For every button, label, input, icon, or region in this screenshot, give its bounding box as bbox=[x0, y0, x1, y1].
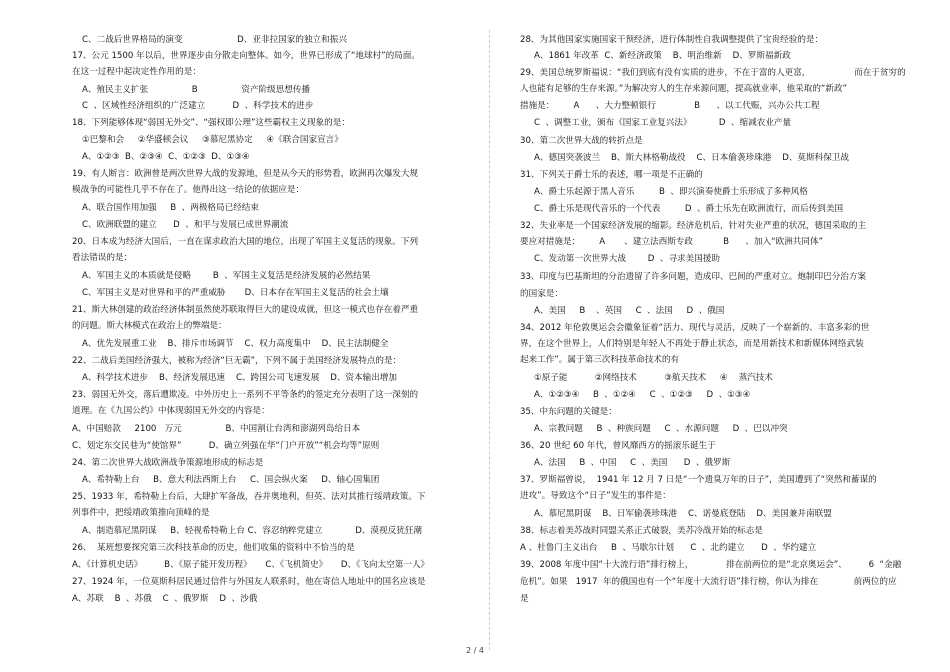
option-line: C、军国主义是对世界和平的严重威胁 D、日本存在军国主义复活的社会土壤 bbox=[82, 288, 389, 298]
question-line: 28、为其他国家实施国家干预经济，进行体制性自我调整提供了宝贵经验的是： bbox=[520, 35, 824, 45]
question-line: 要应对措施是： A 、建立法西斯专政 B 、加入“欧洲共同体” bbox=[520, 237, 824, 247]
question-line: 进攻”。导致这个“日子”发生的事件是： bbox=[520, 491, 671, 501]
option-line: A、殖民主义扩张 B 资产阶级思想传播 bbox=[82, 85, 311, 95]
question-line: 34、2012 年伦敦奥运会会徽象征着“活力、现代与灵活，反映了一个崭新的、丰富多彩的世 bbox=[520, 323, 870, 333]
option-line: A、①②③ B、②③④ C、①②③ D、①③④ bbox=[82, 152, 250, 162]
option-line: A、军国主义的本质就是侵略 B 、军国主义复活是经济发展的必然结果 bbox=[82, 271, 371, 281]
question-line: 18、下列能够体现“弱国无外交”、“强权即公理”这些霸权主义现象的是： bbox=[72, 118, 350, 128]
question-line: 20、日本成为经济大国后，一直在谋求政治大国的地位，出现了军国主义复活的现象。下列 bbox=[72, 237, 419, 247]
question-line: 在这一过程中起决定性作用的是： bbox=[72, 67, 201, 77]
question-line: 23、弱国无外交，落后遭欺凌。中外历史上一系列不平等条约的签定充分表明了这一深刻的 bbox=[72, 390, 419, 400]
option-line: C、爵士乐是现代音乐的一个代表 D 、爵士乐先在欧洲流行，而后传到美国 bbox=[534, 204, 844, 214]
question-line: 32、失业率是一个国家经济发展的缩影。经济危机后，针对失业严重的状况，德国采取的主 bbox=[520, 221, 867, 231]
question-line: 35、中东问题的关键是： bbox=[520, 407, 617, 417]
question-line: 27、1924 年，一位莫斯科居民通过信件与外国友人联系时，他在寄信人地址中的国名应该是 bbox=[72, 577, 426, 587]
option-line: A、1861 年改革 C、新经济政策 B、明治维新 D、罗斯福新政 bbox=[534, 51, 791, 61]
option-line: A、美国 B 、英国 C 、法国 D 、俄国 bbox=[534, 306, 725, 316]
option-line: A、苏联 B 、苏俄 C 、俄罗斯 D 、沙俄 bbox=[72, 594, 258, 604]
question-line: 的国家是： bbox=[520, 289, 563, 299]
option-line: A、爵士乐起源于黑人音乐 B 、即兴演奏使爵士乐形成了多种风格 bbox=[534, 187, 808, 197]
option-line: 措施是： A 、大力整顿银行 B 、以工代赈，兴办公共工程 bbox=[520, 101, 820, 111]
question-line: 24、第二次世界大战欧洲战争策源地形成的标志是 bbox=[72, 458, 264, 468]
question-line: 17、公元 1500 年以后，世界逐步由分散走向整体。如今，世界已形成了“地球村”的局面。 bbox=[72, 51, 420, 61]
question-line: 36、20 世纪 60 年代，曾风靡西方的摇滚乐诞生于 bbox=[520, 441, 716, 451]
option-line: A、宗教问题 B 、种族问题 C 、水源问题 D 、巴以冲突 bbox=[534, 424, 788, 434]
question-line: 21、斯大林创建的政治经济体制虽然使苏联取得巨大的建设成就，但这一模式也存在着严重 bbox=[72, 305, 419, 315]
option-line: A、希特勒上台 B、意大利法西斯上台 C、国会纵火案 D、轴心国集团 bbox=[82, 475, 380, 485]
option-line: ①原子能 ②网络技术 ③航天技术 ④ 蒸汽技术 bbox=[534, 373, 773, 383]
question-line: 模战争的可能性几乎不存在了。他得出这一结论的依据应是： bbox=[72, 185, 305, 195]
option-line: C、划定东交民巷为“使馆界” D、确立列强在华“门户开放”“机会均等”原则 bbox=[72, 441, 380, 451]
question-line: 的问题。斯大林模式在政治上的弊端是： bbox=[72, 321, 227, 331]
option-line: A、中国赔款 2100 万元 B、中国割让台湾和澎湖列岛给日本 bbox=[72, 424, 361, 434]
option-line: A、《计算机史话》 B、《原子能开发历程》 C、《飞机简史》 D、《飞向太空第一人》 bbox=[72, 560, 430, 570]
option-line: A、慕尼黑阴谋 B、日军偷袭珍珠港 C、诺曼底登陆 D、美国兼并南联盟 bbox=[534, 509, 832, 519]
question-line: 37、罗斯福曾说， 1941 年 12 月 7 日是“一个遗臭万年的日子”，美国遭到了“突然和蓄谋的 bbox=[520, 475, 877, 485]
question-line: 危机”。如果 1917 年的俄国也有一个“年度十大流行语”排行榜，你认为排在 前两位的应 bbox=[520, 577, 897, 587]
option-line: A 、杜鲁门主义出台 B 、马歇尔计划 C 、北约建立 D 、华约建立 bbox=[520, 543, 817, 553]
question-line: 29、美国总统罗斯福说：“我们到底有没有实质的进步，不在于富的人更富， 而在于贫穷的 bbox=[520, 68, 906, 78]
question-line: 看法错误的是： bbox=[72, 253, 133, 263]
option-line: A、德国突袭波兰 B、斯大林格勒战役 C、日本偷袭珍珠港 D、莫斯科保卫战 bbox=[534, 153, 849, 163]
question-line: 30、第二次世界大战的转折点是 bbox=[520, 136, 643, 146]
option-line: A、联合国作用加强 B 、两极格局已经结束 bbox=[82, 203, 259, 213]
page-number: 2 / 4 bbox=[466, 646, 484, 655]
option-line: A、制造慕尼黑阴谋 B、轻视希特勒上台 C、容忍纳粹党建立 D、漠视反犹狂潮 bbox=[82, 526, 422, 536]
option-line: A、①②③④ B 、①②④ C 、①②③ D 、①③④ bbox=[534, 390, 751, 400]
question-line: 25、1933 年，希特勒上台后，大肆扩军备战，吞并奥地利，但英、法对其推行绥靖政策。下 bbox=[72, 492, 426, 502]
question-line: 31、下列关于爵士乐的表述，哪一项是不正确的 bbox=[520, 170, 703, 180]
question-line: 26、 某班想要探究第三次科技革命的历史，他们收集的资料中不恰当的是 bbox=[72, 543, 355, 553]
question-line: 是 bbox=[520, 594, 529, 604]
option-line: A、科学技术进步 B、经济发展迅速 C、跨国公司飞速发展 D、资本输出增加 bbox=[82, 373, 397, 383]
question-line: 起来工作”。属于第三次科技革命技术的有 bbox=[520, 355, 680, 365]
question-line: 人也能有足够的生存来源。”为解决穷人的生存来源问题，提高就业率，他采取的“新政” bbox=[520, 84, 848, 94]
option-line: A、法国 B 、中国 C 、美国 D 、俄罗斯 bbox=[534, 458, 731, 468]
question-line: 19、有人断言：欧洲曾是两次世界大战的发源地，但是从今天的形势看，欧洲再次爆发大规 bbox=[72, 169, 419, 179]
question-line: 38、标志着美苏战时同盟关系正式破裂，美苏冷战开始的标志是 bbox=[520, 526, 763, 536]
question-line: 22、二战后美国经济强大，被称为经济“巨无霸”，下列不属于美国经济发展特点的是： bbox=[72, 356, 402, 366]
question-line: 39、2008 年度中国“十大流行语”排行榜上， 排在前两位的是“北京奥运会”、 6 “金融 bbox=[520, 560, 902, 570]
option-line: C、二战后世界格局的演变 D、亚非拉国家的独立和振兴 bbox=[82, 35, 347, 45]
option-line: A、优先发展重工业 B、排斥市场调节 C、权力高度集中 D、民主法制健全 bbox=[82, 339, 389, 349]
question-line: 道理。在《九国公约》中体现弱国无外交的内容是： bbox=[72, 406, 270, 416]
option-line: C、发动第一次世界大战 D 、寻求美国援助 bbox=[534, 254, 721, 264]
question-line: 界，在这个世界上，人们特别是年轻人不再处于静止状态，而是用新技术和新媒体网络武装 bbox=[520, 339, 864, 349]
option-line: C 、区域性经济组织的广泛建立 D 、科学技术的进步 bbox=[82, 101, 314, 111]
option-line: C 、调整工业，颁布《国家工业复兴法》 D 、缩减农业产量 bbox=[534, 118, 792, 128]
option-line: ①巴黎和会 ②华盛顿会议 ③慕尼黑协定 ④《联合国家宣言》 bbox=[82, 135, 343, 145]
column-divider bbox=[489, 30, 490, 650]
question-line: 33、印度与巴基斯坦的分治遗留了许多问题，造成印、巴间的严重对立。炮制印巴分治方案 bbox=[520, 272, 867, 282]
question-line: 列事件中，把绥靖政策推向顶峰的是 bbox=[72, 508, 210, 518]
option-line: C、欧洲联盟的建立 D 、和平与发展已成世界潮流 bbox=[82, 220, 289, 230]
